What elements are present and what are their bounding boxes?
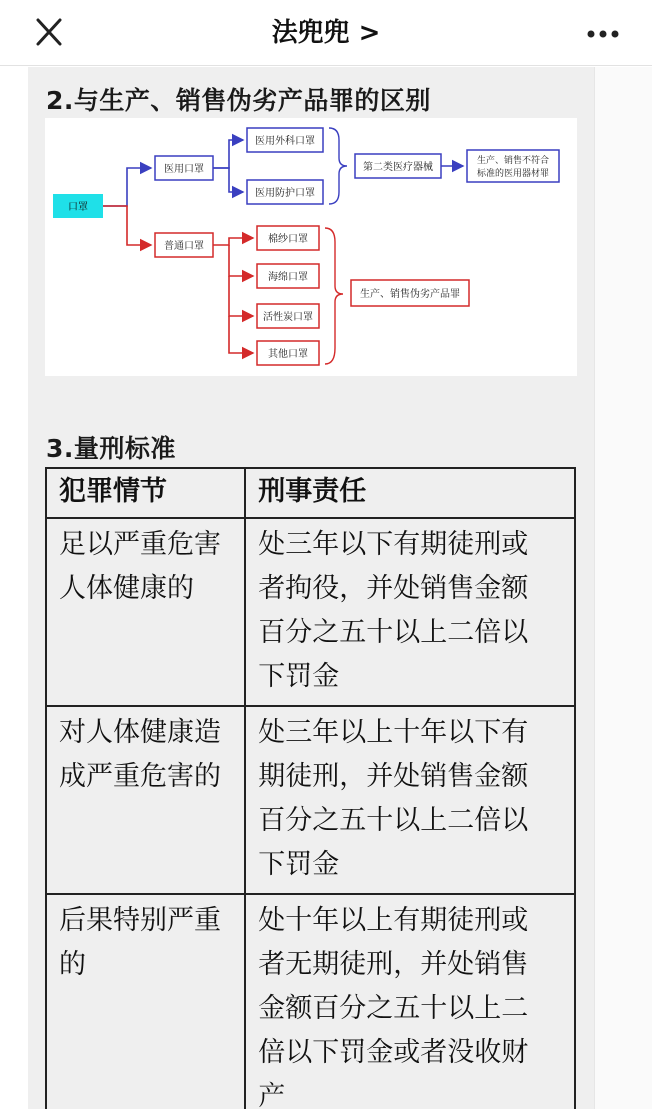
diagram-cotton-label: 棉纱口罩 (268, 234, 308, 245)
cell-line: 百分之五十以上二倍以 (258, 805, 529, 836)
diagram-edge-ordinary-sponge (229, 245, 253, 276)
section-heading-difference: 2.与生产、销售伪劣产品罪的区别 (46, 86, 431, 115)
section-heading-sentencing: 3.量刑标准 (46, 434, 176, 463)
circumstance-cell (46, 518, 245, 706)
cell-line: 者无期徒刑，并处销售 (258, 949, 529, 980)
cell-line: 人体健康的 (59, 573, 194, 604)
diagram-svg (45, 118, 577, 376)
table-row (46, 894, 575, 1109)
circumstance-cell (46, 894, 245, 1109)
more-options-button[interactable] (582, 14, 624, 52)
diagram-edge-root-ordinary (103, 206, 151, 245)
diagram-ordinary-crime-label: 生产、销售伪劣产品罪 (360, 289, 460, 300)
cell-line: 期徒刑，并处销售金额 (258, 761, 529, 792)
diagram-sponge-label: 海绵口罩 (268, 272, 308, 283)
diagram-carbon-label: 活性炭口罩 (263, 312, 313, 323)
table-header-row (46, 468, 575, 518)
table-row (46, 706, 575, 894)
cell-line: 后果特别严重 (59, 905, 221, 936)
cell-line: 的 (59, 949, 86, 980)
cell-line: 足以严重危害 (59, 529, 221, 560)
classification-diagram (45, 118, 577, 376)
diagram-edge-ordinary-cotton (213, 238, 253, 245)
circumstance-cell (46, 706, 245, 894)
liability-cell (245, 894, 575, 1109)
liability-cell (245, 518, 575, 706)
cell-line: 百分之五十以上二倍以 (258, 617, 529, 648)
diagram-edge-root-medical (103, 168, 151, 206)
diagram-protective-label: 医用防护口罩 (255, 188, 315, 199)
cell-line: 成严重危害的 (59, 761, 221, 792)
cell-line: 下罚金 (258, 661, 340, 692)
article-content[interactable] (28, 67, 594, 1109)
diagram-medical-crime-line1: 生产、销售不符合 (476, 156, 550, 166)
account-title-link[interactable]: 法兜兜 > (271, 18, 381, 48)
cell-line: 者拘役，并处销售金额 (258, 573, 529, 604)
liability-cell (245, 706, 575, 894)
diagram-medical-brace (329, 128, 347, 204)
top-nav-bar (0, 0, 652, 66)
cell-line: 处十年以上有期徒刑或 (258, 905, 529, 936)
diagram-edge-ordinary-carbon (229, 276, 253, 316)
cell-line: 产 (258, 1081, 286, 1109)
diagram-medical-class-label: 第二类医疗器械 (363, 162, 433, 173)
more-dots-icon (582, 14, 624, 52)
cell-line: 处三年以下有期徒刑或 (258, 529, 529, 560)
diagram-edge-medical-surgical (213, 140, 243, 168)
diagram-root-label: 口罩 (68, 202, 88, 213)
diagram-medical-label: 医用口罩 (164, 164, 204, 175)
diagram-ordinary-label: 普通口罩 (164, 241, 204, 252)
cell-line: 金额百分之五十以上二 (258, 993, 529, 1024)
diagram-ordinary-brace (325, 228, 343, 364)
diagram-edge-ordinary-other (229, 316, 253, 353)
diagram-edge-medical-protective (213, 168, 243, 192)
diagram-other-label: 其他口罩 (268, 349, 308, 360)
cell-line: 对人体健康造 (59, 717, 221, 748)
diagram-surgical-label: 医用外科口罩 (255, 136, 315, 147)
cell-line: 倍以下罚金或者没收财 (258, 1037, 529, 1068)
cell-line: 下罚金 (258, 849, 340, 880)
header-circumstance: 犯罪情节 (46, 468, 245, 518)
page-right-margin (594, 67, 652, 1109)
header-liability: 刑事责任 (245, 468, 575, 518)
diagram-medical-crime-line2: 标准的医用器材罪 (476, 169, 550, 179)
table-row (46, 518, 575, 706)
sentencing-table (45, 467, 576, 1109)
cell-line: 处三年以上十年以下有 (258, 717, 529, 748)
